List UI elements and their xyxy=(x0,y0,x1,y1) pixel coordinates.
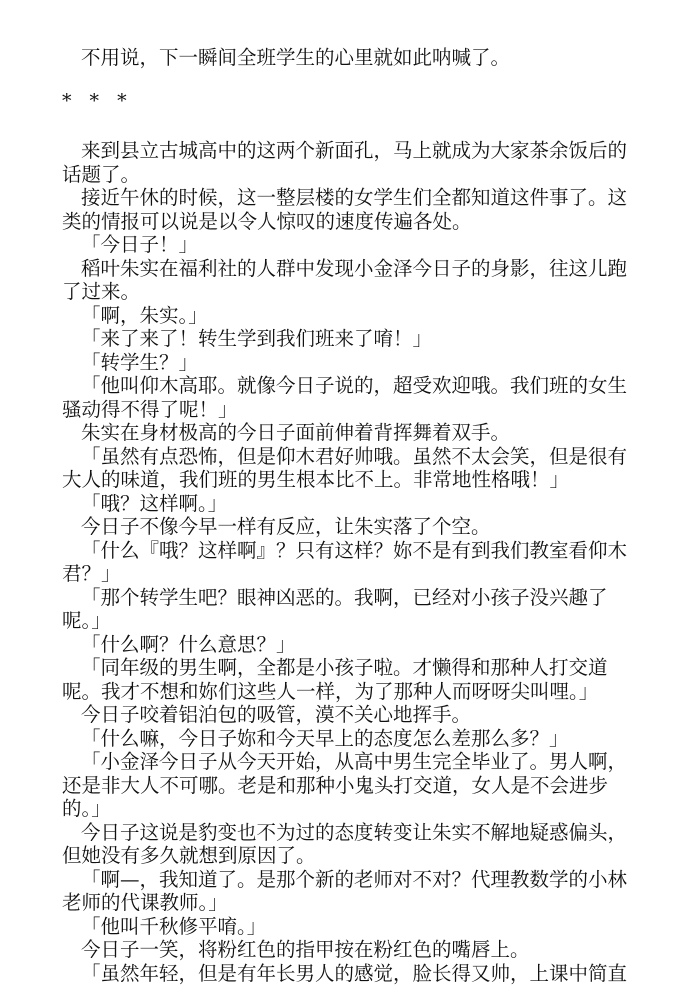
paragraph: 「啊—，我知道了。是那个新的老师对不对？代理教数学的小林老师的代课教师。」 xyxy=(62,867,628,914)
paragraph: 「他叫仰木高耶。就像今日子说的，超受欢迎哦。我们班的女生骚动得不得了呢！」 xyxy=(62,374,628,421)
paragraph: 「他叫千秋修平唷。」 xyxy=(81,914,267,938)
paragraph: 「虽然年轻，但是有年长男人的感觉，脸长得又帅，上课中简直 xyxy=(81,961,628,985)
paragraph: 来到县立古城高中的这两个新面孔，马上就成为大家茶余饭后的话题了。 xyxy=(62,139,628,186)
paragraph: 「今日子！」 xyxy=(81,233,199,256)
paragraph: 今日子不像今早一样有反应，让朱实落了个空。 xyxy=(81,515,491,538)
paragraph: 「虽然有点恐怖，但是仰木君好帅哦。虽然不太会笑，但是很有大人的味道，我们班的男生根本比不上。非常地性格哦！」 xyxy=(62,444,628,491)
opening-line: 不用说，下一瞬间全班学生的心里就如此呐喊了。 xyxy=(81,46,511,69)
scene-separator: * * * xyxy=(62,89,133,112)
paragraph: 朱实在身材极高的今日子面前伸着背挥舞着双手。 xyxy=(81,421,511,444)
paragraph: 「什么啊？什么意思？」 xyxy=(81,632,296,656)
paragraph: 「那个转学生吧？眼神凶恶的。我啊，已经对小孩子没兴趣了呢。」 xyxy=(62,585,608,632)
paragraph: 今日子咬着铝泊包的吸管，漠不关心地挥手。 xyxy=(81,703,472,726)
paragraph: 今日子一笑，将粉红色的指甲按在粉红色的嘴唇上。 xyxy=(81,938,530,961)
paragraph: 「啊，朱实。」 xyxy=(81,303,208,327)
paragraph: 「小金泽今日子从今天开始，从高中男生完全毕业了。男人啊，还是非大人不可哪。老是和那种小鬼头打交道，女人是不会进步的。」 xyxy=(62,750,628,820)
paragraph: 「哦？这样啊。」 xyxy=(81,491,228,515)
paragraph: 接近午休的时候，这一整层楼的女学生们全都知道这件事了。这类的情报可以说是以令人惊叹的速度传遍各处。 xyxy=(62,186,628,233)
paragraph: 「什么嘛，今日子妳和今天早上的态度怎么差那么多？」 xyxy=(81,726,569,750)
paragraph: 「同年级的男生啊，全都是小孩子啦。才懒得和那种人打交道呢。我才不想和妳们这些人一样，为了那种人而呀呀尖叫哩。」 xyxy=(62,656,608,703)
paragraph: 今日子这说是豹变也不为过的态度转变让朱实不解地疑惑偏头，但她没有多久就想到原因了。 xyxy=(62,820,628,867)
paragraph: 「什么『哦？这样啊』？只有这样？妳不是有到我们教室看仰木君？」 xyxy=(62,538,628,585)
paragraph: 「转学生？」 xyxy=(81,350,199,374)
body-text xyxy=(62,139,638,985)
novel-page xyxy=(62,46,638,985)
paragraph: 「来了来了！转生学到我们班来了唷！」 xyxy=(81,327,433,350)
paragraph: 稻叶朱实在福利社的人群中发现小金泽今日子的身影，往这儿跑了过来。 xyxy=(62,256,628,303)
